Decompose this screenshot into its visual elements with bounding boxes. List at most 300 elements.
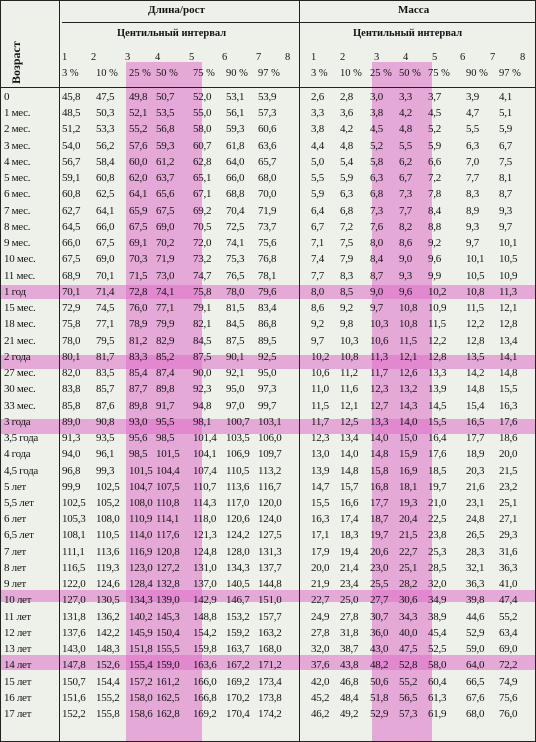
mass-cell: 12,8: [499, 318, 518, 331]
mass-cell: 36,0: [370, 626, 389, 639]
height-cell: 147,8: [62, 659, 86, 672]
mass-cell: 9,3: [466, 220, 479, 233]
mass-cell: 76,0: [499, 708, 518, 721]
mass-cell: 12,1: [340, 399, 359, 412]
height-cell: 65,7: [258, 155, 277, 168]
height-cell: 100,7: [226, 415, 250, 428]
mass-cell: 23,1: [466, 497, 485, 509]
mass-cell: 17,1: [311, 529, 330, 542]
percentile-label: 10 %: [340, 68, 362, 79]
height-cell: 168,0: [258, 643, 282, 656]
height-cell: 131,0: [193, 561, 217, 574]
mass-cell: 27,8: [340, 610, 359, 623]
mass-cell: 13,0: [311, 448, 330, 461]
age-cell: 3,5 года: [4, 432, 38, 445]
height-cell: 68,8: [226, 188, 245, 201]
mass-cell: 15,0: [399, 432, 418, 445]
height-cell: 124,6: [96, 578, 120, 591]
percentile-label: 50 %: [399, 68, 421, 79]
mass-cell: 4,5: [370, 123, 383, 136]
height-cell: 108,1: [62, 529, 86, 542]
height-cell: 110,5: [96, 529, 120, 542]
height-cell: 159,8: [193, 643, 217, 656]
height-cell: 58,0: [193, 123, 212, 136]
interval-number: 1: [62, 52, 68, 63]
mass-cell: 9,3: [499, 204, 512, 217]
mass-cell: 16,8: [370, 480, 389, 493]
mass-cell: 3,3: [399, 91, 412, 103]
mass-cell: 12,5: [340, 415, 359, 428]
mass-cell: 6,7: [499, 139, 512, 152]
height-cell: 53,5: [156, 107, 175, 120]
mass-cell: 32,1: [466, 561, 485, 574]
mass-cell: 14,8: [499, 367, 518, 380]
height-cell: 60,6: [258, 123, 277, 136]
height-cell: 159,0: [156, 659, 180, 672]
mass-cell: 14,7: [311, 480, 330, 493]
height-cell: 106,0: [258, 432, 282, 445]
mass-cell: 5,0: [311, 155, 324, 168]
height-cell: 79,6: [258, 285, 277, 298]
mass-cell: 18,7: [370, 513, 389, 526]
height-cell: 81,5: [226, 302, 245, 315]
mass-cell: 11,5: [466, 302, 484, 315]
mass-cell: 4,4: [311, 139, 324, 152]
height-cell: 124,8: [193, 545, 217, 558]
height-cell: 105,2: [96, 497, 120, 509]
mass-cell: 9,3: [399, 269, 412, 282]
height-cell: 123,0: [129, 561, 153, 574]
height-cell: 48,5: [62, 107, 81, 120]
interval-number: 1: [311, 52, 317, 63]
age-cell: 5,5 лет: [4, 497, 34, 509]
mass-cell: 20,0: [499, 448, 518, 461]
height-cell: 111,1: [62, 545, 85, 558]
mass-cell: 5,2: [370, 139, 383, 152]
height-cell: 67,5: [62, 253, 81, 266]
height-cell: 159,2: [226, 626, 250, 639]
mass-cell: 12,8: [466, 334, 485, 347]
mass-cell: 22,5: [428, 513, 447, 526]
mass-cell: 52,9: [370, 708, 389, 721]
mass-cell: 2,6: [311, 91, 324, 103]
mass-cell: 24,8: [466, 513, 485, 526]
height-cell: 80,1: [62, 350, 81, 363]
height-cell: 95,0: [226, 383, 245, 396]
height-cell: 120,8: [156, 545, 180, 558]
height-cell: 73,7: [258, 220, 277, 233]
mass-cell: 14,0: [399, 415, 418, 428]
mass-cell: 15,8: [370, 464, 389, 477]
height-cell: 151,6: [62, 691, 86, 704]
mass-cell: 12,3: [370, 383, 389, 396]
height-cell: 70,1: [62, 285, 81, 298]
height-cell: 62,7: [62, 204, 81, 217]
mass-cell: 14,8: [340, 464, 359, 477]
height-cell: 162,5: [156, 691, 180, 704]
age-cell: 3 года: [4, 415, 31, 428]
height-cell: 170,4: [226, 708, 250, 721]
height-cell: 87,5: [226, 334, 245, 347]
mass-cell: 7,4: [311, 253, 324, 266]
height-cell: 117,0: [226, 497, 250, 509]
mass-cell: 20,4: [399, 513, 418, 526]
mass-cell: 8,1: [499, 172, 512, 185]
mass-cell: 50,6: [370, 675, 389, 688]
mass-cell: 4,8: [399, 123, 412, 136]
height-cell: 170,2: [226, 691, 250, 704]
mass-cell: 30,7: [370, 610, 389, 623]
mass-cell: 46,8: [340, 675, 359, 688]
height-cell: 114,3: [193, 497, 217, 509]
height-cell: 66,0: [62, 237, 81, 250]
height-cell: 107,5: [156, 480, 180, 493]
height-cell: 47,5: [96, 91, 115, 103]
mass-cell: 4,8: [340, 139, 353, 152]
mass-cell: 34,9: [428, 594, 447, 607]
mass-cell: 55,2: [399, 675, 418, 688]
mass-group-header: Масса: [398, 4, 430, 16]
mass-cell: 16,9: [399, 464, 418, 477]
height-cell: 131,8: [62, 610, 86, 623]
mass-cell: 28,3: [466, 545, 485, 558]
mass-cell: 19,3: [399, 497, 418, 509]
height-cell: 82,1: [193, 318, 212, 331]
mass-cell: 12,1: [499, 302, 518, 315]
mass-cell: 5,5: [466, 123, 479, 136]
age-cell: 2 года: [4, 350, 31, 363]
mass-cell: 63,4: [499, 626, 518, 639]
mass-cell: 5,5: [311, 172, 324, 185]
mass-cell: 48,4: [340, 691, 359, 704]
height-cell: 93,5: [96, 432, 115, 445]
height-cell: 130,5: [96, 594, 120, 607]
height-cell: 67,5: [96, 237, 115, 250]
height-cell: 70,4: [226, 204, 245, 217]
mass-cell: 10,1: [499, 237, 518, 250]
mass-cell: 25,0: [340, 594, 359, 607]
height-cell: 70,5: [193, 220, 212, 233]
height-cell: 90,0: [193, 367, 212, 380]
height-cell: 71,9: [258, 204, 277, 217]
mass-cell: 7,6: [370, 220, 383, 233]
mass-cell: 56,5: [399, 691, 418, 704]
height-cell: 45,8: [62, 91, 81, 103]
height-cell: 116,9: [129, 545, 153, 558]
mass-cell: 6,7: [399, 172, 412, 185]
age-cell: 4 года: [4, 448, 31, 461]
height-cell: 81,2: [129, 334, 148, 347]
height-cell: 98,5: [156, 432, 175, 445]
mass-cell: 15,5: [428, 415, 447, 428]
mass-cell: 11,5: [311, 399, 329, 412]
height-cell: 118,0: [193, 513, 217, 526]
mass-cell: 64,0: [466, 659, 485, 672]
mass-cell: 7,3: [399, 188, 412, 201]
height-cell: 158,0: [129, 691, 153, 704]
interval-number: 7: [490, 52, 496, 63]
age-cell: 12 лет: [4, 626, 32, 639]
mass-cell: 20,0: [311, 561, 330, 574]
height-cell: 148,8: [193, 610, 217, 623]
height-cell: 62,8: [193, 155, 212, 168]
mass-cell: 7,5: [340, 237, 353, 250]
height-cell: 49,8: [129, 91, 148, 103]
height-cell: 59,3: [226, 123, 245, 136]
mass-cell: 32,0: [428, 578, 447, 591]
mass-cell: 14,3: [399, 399, 418, 412]
mass-cell: 16,6: [340, 497, 359, 509]
mass-cell: 23,4: [340, 578, 359, 591]
mass-cell: 6,7: [311, 220, 324, 233]
mass-cell: 32,0: [311, 643, 330, 656]
height-cell: 127,5: [258, 529, 282, 542]
height-cell: 95,6: [129, 432, 148, 445]
height-cell: 62,0: [129, 172, 148, 185]
mass-cell: 31,6: [499, 545, 518, 558]
height-cell: 97,3: [258, 383, 277, 396]
mass-cell: 8,6: [399, 237, 412, 250]
mass-cell: 19,4: [340, 545, 359, 558]
height-cell: 137,0: [193, 578, 217, 591]
height-cell: 142,9: [193, 594, 217, 607]
height-cell: 60,8: [62, 188, 81, 201]
age-cell: 1 год: [4, 285, 26, 298]
height-cell: 67,5: [129, 220, 148, 233]
mass-cell: 25,3: [428, 545, 447, 558]
height-cell: 139,0: [156, 594, 180, 607]
mass-cell: 7,7: [311, 269, 324, 282]
height-cell: 110,5: [226, 464, 250, 477]
height-cell: 98,5: [129, 448, 148, 461]
height-cell: 92,1: [226, 367, 245, 380]
mass-cell: 9,7: [311, 334, 324, 347]
height-cell: 75,6: [258, 237, 277, 250]
height-cell: 66,0: [226, 172, 245, 185]
mass-cell: 5,5: [399, 139, 412, 152]
height-cell: 155,5: [156, 643, 180, 656]
height-cell: 75,3: [226, 253, 245, 266]
mass-cell: 9,7: [370, 302, 383, 315]
mass-cell: 4,2: [340, 123, 353, 136]
mass-cell: 13,2: [399, 383, 418, 396]
mass-cell: 17,6: [499, 415, 518, 428]
height-interval-header: Центильный интервал: [117, 28, 227, 39]
height-cell: 78,0: [62, 334, 81, 347]
height-cell: 87,5: [193, 350, 212, 363]
interval-number: 6: [460, 52, 466, 63]
mass-cell: 60,4: [428, 675, 447, 688]
mass-cell: 52,9: [466, 626, 485, 639]
mass-cell: 12,3: [311, 432, 330, 445]
mass-cell: 46,2: [311, 708, 330, 721]
mass-cell: 10,6: [311, 367, 330, 380]
mass-cell: 7,0: [466, 155, 479, 168]
mass-cell: 3,6: [340, 107, 353, 120]
height-cell: 71,5: [129, 269, 148, 282]
mass-cell: 23,2: [499, 480, 518, 493]
mass-cell: 3,9: [466, 91, 479, 103]
mass-cell: 12,6: [399, 367, 418, 380]
height-cell: 173,4: [258, 675, 282, 688]
height-cell: 101,4: [193, 432, 217, 445]
mass-cell: 10,2: [428, 285, 447, 298]
height-cell: 95,5: [156, 415, 175, 428]
mass-cell: 5,4: [340, 155, 353, 168]
height-cell: 55,0: [193, 107, 212, 120]
height-cell: 108,0: [129, 497, 153, 509]
height-cell: 94,0: [62, 448, 81, 461]
mass-cell: 10,3: [370, 318, 389, 331]
height-group-header: Длина/рост: [148, 4, 205, 16]
height-cell: 99,7: [258, 399, 277, 412]
height-cell: 134,3: [226, 561, 250, 574]
height-cell: 82,0: [62, 367, 81, 380]
height-cell: 65,6: [156, 188, 175, 201]
height-cell: 94,8: [193, 399, 212, 412]
mass-cell: 11,6: [340, 383, 358, 396]
height-cell: 52,0: [193, 91, 212, 103]
mass-cell: 4,2: [399, 107, 412, 120]
interval-number: 8: [520, 52, 526, 63]
mass-cell: 10,9: [499, 269, 518, 282]
age-cell: 4,5 года: [4, 464, 38, 477]
height-cell: 96,8: [62, 464, 81, 477]
height-cell: 73,0: [156, 269, 175, 282]
height-cell: 68,9: [62, 269, 81, 282]
percentile-label: 90 %: [226, 68, 248, 79]
height-cell: 120,6: [226, 513, 250, 526]
height-cell: 74,5: [96, 302, 115, 315]
mass-cell: 14,1: [499, 350, 518, 363]
mass-cell: 7,5: [499, 155, 512, 168]
mass-cell: 10,8: [466, 285, 485, 298]
mass-cell: 11,3: [499, 285, 517, 298]
age-cell: 1 мес.: [4, 107, 31, 120]
mass-cell: 20,6: [370, 545, 389, 558]
mass-cell: 8,7: [499, 188, 512, 201]
mass-cell: 5,8: [370, 155, 383, 168]
height-cell: 60,0: [129, 155, 148, 168]
height-cell: 85,2: [156, 350, 175, 363]
mass-cell: 11,5: [428, 318, 446, 331]
mass-cell: 6,6: [428, 155, 441, 168]
mass-cell: 10,5: [466, 269, 485, 282]
height-cell: 63,6: [258, 139, 277, 152]
mass-cell: 7,9: [340, 253, 353, 266]
age-cell: 33 мес.: [4, 399, 36, 412]
age-cell: 7 мес.: [4, 204, 31, 217]
height-cell: 134,3: [129, 594, 153, 607]
mass-cell: 13,9: [311, 464, 330, 477]
mass-cell: 18,9: [466, 448, 485, 461]
height-cell: 73,2: [193, 253, 212, 266]
mass-cell: 5,9: [428, 139, 441, 152]
height-cell: 76,0: [129, 302, 148, 315]
height-cell: 92,5: [258, 350, 277, 363]
mass-cell: 9,7: [466, 237, 479, 250]
height-cell: 72,0: [193, 237, 212, 250]
height-cell: 97,0: [226, 399, 245, 412]
height-cell: 153,2: [226, 610, 250, 623]
mass-cell: 41,0: [499, 578, 518, 591]
grid-line: [59, 0, 60, 742]
mass-cell: 8,0: [311, 285, 324, 298]
height-cell: 66,0: [96, 220, 115, 233]
height-cell: 146,7: [226, 594, 250, 607]
height-cell: 85,4: [129, 367, 148, 380]
height-cell: 69,0: [96, 253, 115, 266]
height-cell: 102,5: [96, 480, 120, 493]
height-cell: 56,2: [96, 139, 115, 152]
age-cell: 6 лет: [4, 513, 26, 526]
height-cell: 77,1: [156, 302, 175, 315]
height-cell: 155,4: [129, 659, 153, 672]
height-cell: 154,4: [96, 675, 120, 688]
height-cell: 72,8: [129, 285, 148, 298]
height-cell: 104,7: [129, 480, 153, 493]
mass-cell: 8,3: [340, 269, 353, 282]
height-cell: 98,1: [193, 415, 212, 428]
height-cell: 110,8: [156, 497, 180, 509]
height-cell: 56,7: [62, 155, 81, 168]
mass-cell: 29,3: [499, 529, 518, 542]
height-cell: 131,3: [258, 545, 282, 558]
age-cell: 30 мес.: [4, 383, 36, 396]
mass-cell: 11,7: [311, 415, 329, 428]
mass-cell: 27,8: [311, 626, 330, 639]
mass-cell: 5,1: [499, 107, 512, 120]
mass-cell: 10,8: [399, 318, 418, 331]
height-cell: 74,1: [156, 285, 175, 298]
mass-cell: 38,7: [340, 643, 359, 656]
mass-cell: 21,0: [428, 497, 447, 509]
height-cell: 121,3: [193, 529, 217, 542]
interval-number: 4: [403, 52, 409, 63]
mass-cell: 9,6: [399, 285, 412, 298]
mass-cell: 8,0: [370, 237, 383, 250]
age-cell: 17 лет: [4, 708, 32, 721]
mass-cell: 61,9: [428, 708, 447, 721]
mass-cell: 6,3: [340, 188, 353, 201]
mass-cell: 49,2: [340, 708, 359, 721]
mass-cell: 15,9: [399, 448, 418, 461]
mass-cell: 3,3: [311, 107, 324, 120]
height-cell: 169,2: [226, 675, 250, 688]
mass-cell: 6,3: [370, 172, 383, 185]
percentile-label: 25 %: [129, 68, 151, 79]
height-cell: 157,2: [129, 675, 153, 688]
mass-cell: 10,9: [428, 302, 447, 315]
mass-cell: 9,2: [340, 302, 353, 315]
mass-cell: 5,9: [311, 188, 324, 201]
height-cell: 53,1: [226, 91, 245, 103]
age-cell: 4 мес.: [4, 155, 31, 168]
mass-cell: 18,6: [499, 432, 518, 445]
height-cell: 65,1: [193, 172, 212, 185]
height-cell: 59,3: [156, 139, 175, 152]
mass-cell: 16,3: [499, 399, 518, 412]
height-cell: 163,7: [226, 643, 250, 656]
mass-cell: 4,5: [428, 107, 441, 120]
mass-cell: 14,0: [340, 448, 359, 461]
height-cell: 64,0: [226, 155, 245, 168]
mass-cell: 15,7: [340, 480, 359, 493]
height-cell: 145,3: [156, 610, 180, 623]
age-cell: 14 лет: [4, 659, 32, 672]
height-cell: 84,5: [226, 318, 245, 331]
interval-number: 3: [125, 52, 131, 63]
